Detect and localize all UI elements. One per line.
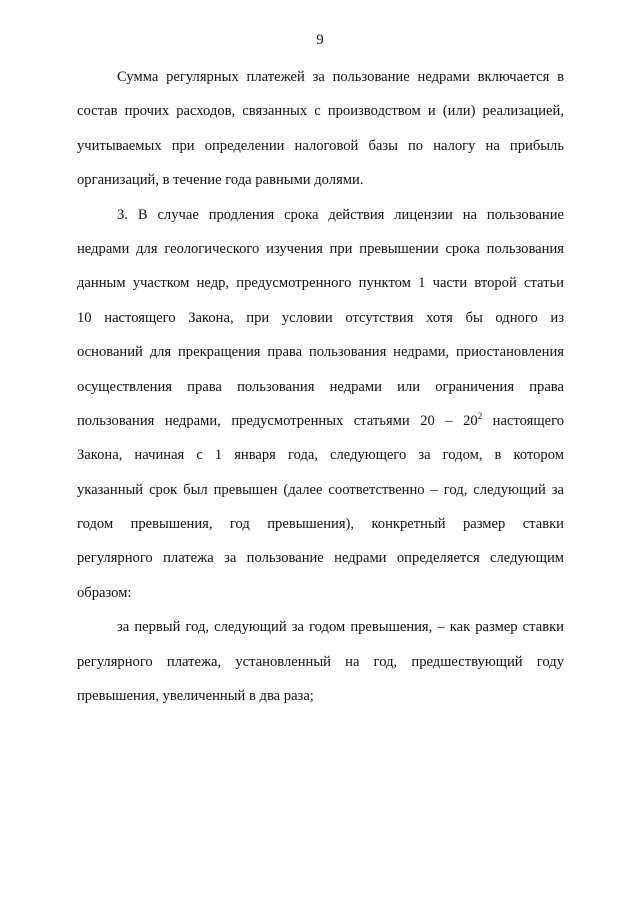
text-line: недрами для геологического изучения при превышении срока пользования [77, 240, 564, 257]
text-line: Сумма регулярных платежей за пользование недрами включается в [117, 69, 564, 85]
text-line: регулярного платежа за пользование недрами определяется следующим [77, 550, 564, 567]
text-line-with-superscript [77, 404, 564, 438]
paragraph-clause-3 [77, 198, 564, 611]
text-fragment: пользования недрами, предусмотренных статьями 20 – 20 [77, 412, 478, 429]
superscript: 2 [477, 411, 483, 422]
text-line: за первый год, следующий за годом превышения, – как размер ставки [117, 619, 564, 636]
text-line: Закона, начиная с 1 января года, следующего за годом, в котором [77, 447, 564, 464]
text-line: учитываемых при определении налоговой базы по налогу на прибыль [77, 137, 564, 154]
paragraph-first-year [77, 610, 564, 713]
paragraph-payments-expenses [77, 60, 564, 198]
document-body [77, 60, 564, 713]
text-line: регулярного платежа, установленный на год, предшествующий году [77, 653, 564, 670]
text-line: указанный срок был превышен (далее соответственно – год, следующий за [77, 481, 564, 498]
text-line: 3. В случае продления срока действия лицензии на пользование [117, 206, 564, 223]
text-line: данным участком недр, предусмотренного пунктом 1 части второй статьи [77, 275, 564, 292]
text-line: 10 настоящего Закона, при условии отсутствия хотя бы одного из [77, 309, 564, 326]
text-line: годом превышения, год превышения), конкретный размер ставки [77, 516, 564, 533]
page-number: 9 [316, 32, 324, 48]
text-line: осуществления права пользования недрами или ограничения права [77, 378, 564, 395]
text-line: состав прочих расходов, связанных с производством и (или) реализацией, [77, 103, 564, 120]
text-line: образом: [77, 584, 132, 601]
text-line: оснований для прекращения права пользования недрами, приостановления [77, 344, 564, 361]
text-line: организаций, в течение года равными долями. [77, 172, 364, 189]
text-fragment: настоящего [482, 412, 564, 429]
text-line: превышения, увеличенный в два раза; [77, 688, 314, 705]
